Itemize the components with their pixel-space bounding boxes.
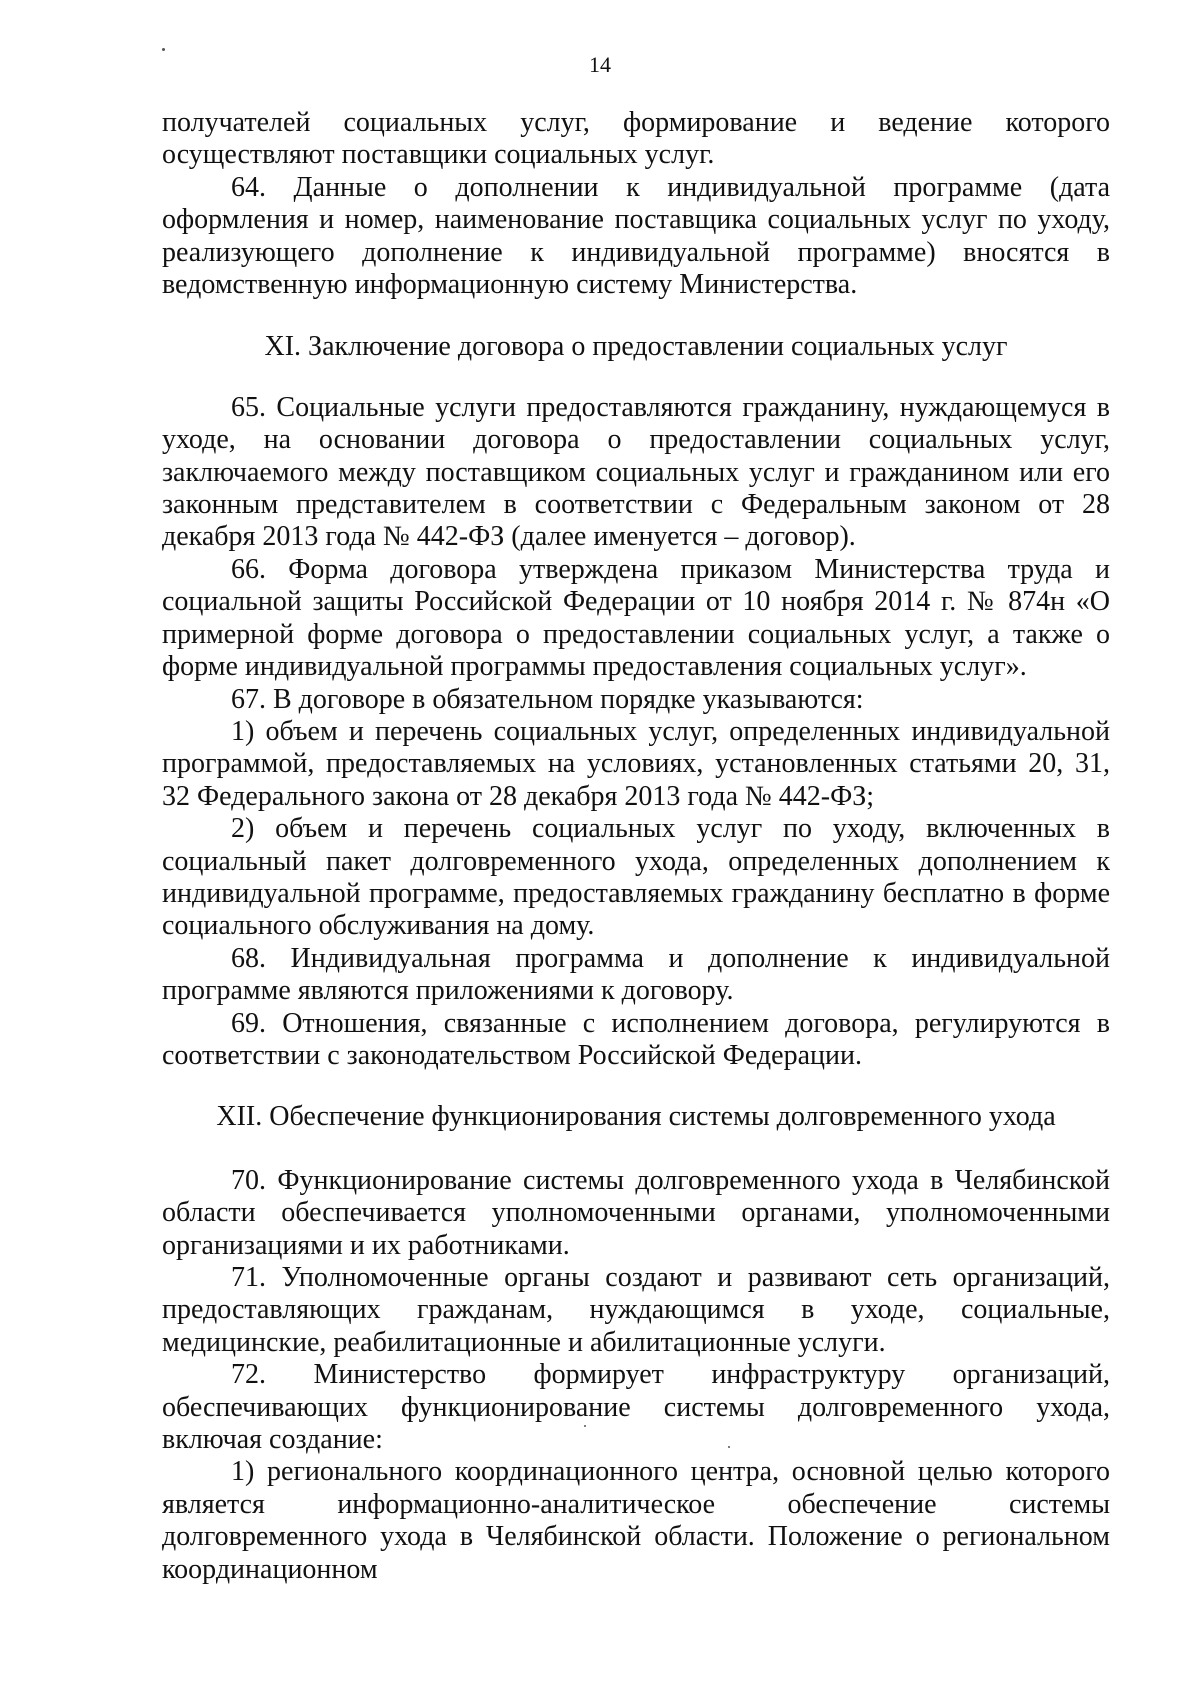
paragraph-70: 70. Функционирование системы долговременного ухода в Челябинской области обеспечивается уполномоченными органами, уполномоченными организациями и их работниками. [162, 1164, 1110, 1261]
scan-speck [584, 1425, 586, 1427]
paragraph-67-item-1: 1) объем и перечень социальных услуг, определенных индивидуальной программой, предоставляемых на условиях, установленных статьями 20, 31, 32 Федерального закона от 28 декабря 2013 года № 442-ФЗ; [162, 715, 1110, 812]
scan-speck [162, 48, 165, 51]
scan-speck [728, 1446, 730, 1448]
paragraph-continuation: получателей социальных услуг, формирование и ведение которого осуществляют поставщики социальных услуг. [162, 107, 1110, 171]
paragraph-65: 65. Социальные услуги предоставляются гражданину, нуждающемуся в уходе, на основании договора о предоставлении социальных услуг, заключаемого между поставщиком социальных услуг и гражданином или его законным представителем в соответствии с Федеральным законом от 28 декабря 2013 года № 442-ФЗ (далее именуется – договор). [162, 391, 1110, 553]
paragraph-67-item-2: 2) объем и перечень социальных услуг по уходу, включенных в социальный пакет долговременного ухода, определенных дополнением к индивидуальной программе, предоставляемых гражданину бесплатно в форме социального обслуживания на дому. [162, 813, 1110, 942]
section-heading-xii: XII. Обеспечение функционирования системы долговременного ухода [216, 1101, 1056, 1133]
paragraph-69: 69. Отношения, связанные с исполнением договора, регулируются в соответствии с законодательством Российской Федерации. [162, 1007, 1110, 1071]
paragraph-72-item-1: 1) регионального координационного центра, основной целью которого является информационно-аналитическое обеспечение системы долговременного ухода в Челябинской области. Положение о региональном координационном [162, 1456, 1110, 1585]
document-body [162, 107, 1110, 1586]
section-heading-xi: XI. Заключение договора о предоставлении социальных услуг [264, 331, 1008, 363]
paragraph-64: 64. Данные о дополнении к индивидуальной программе (дата оформления и номер, наименование поставщика социальных услуг по уходу, реализующего дополнение к индивидуальной программе) вносятся в ведомственную информационную систему Министерства. [162, 171, 1110, 301]
paragraph-68: 68. Индивидуальная программа и дополнение к индивидуальной программе являются приложениями к договору. [162, 942, 1110, 1007]
page-number: 14 [589, 52, 611, 77]
paragraph-67: 67. В договоре в обязательном порядке указываются: [231, 683, 864, 715]
paragraph-66: 66. Форма договора утверждена приказом Министерства труда и социальной защиты Российской Федерации от 10 ноября 2014 г. № 874н «О примерной форме договора о предоставлении социальных услуг, а также о форме индивидуальной программы предоставления социальных услуг». [162, 553, 1110, 683]
paragraph-71: 71. Уполномоченные органы создают и развивают сеть организаций, предоставляющих гражданам, нуждающимся в уходе, социальные, медицинские, реабилитационные и абилитационные услуги. [162, 1262, 1110, 1358]
paragraph-72: 72. Министерство формирует инфраструктуру организаций, обеспечивающих функционирование системы долговременного ухода, включая создание: [162, 1359, 1110, 1456]
